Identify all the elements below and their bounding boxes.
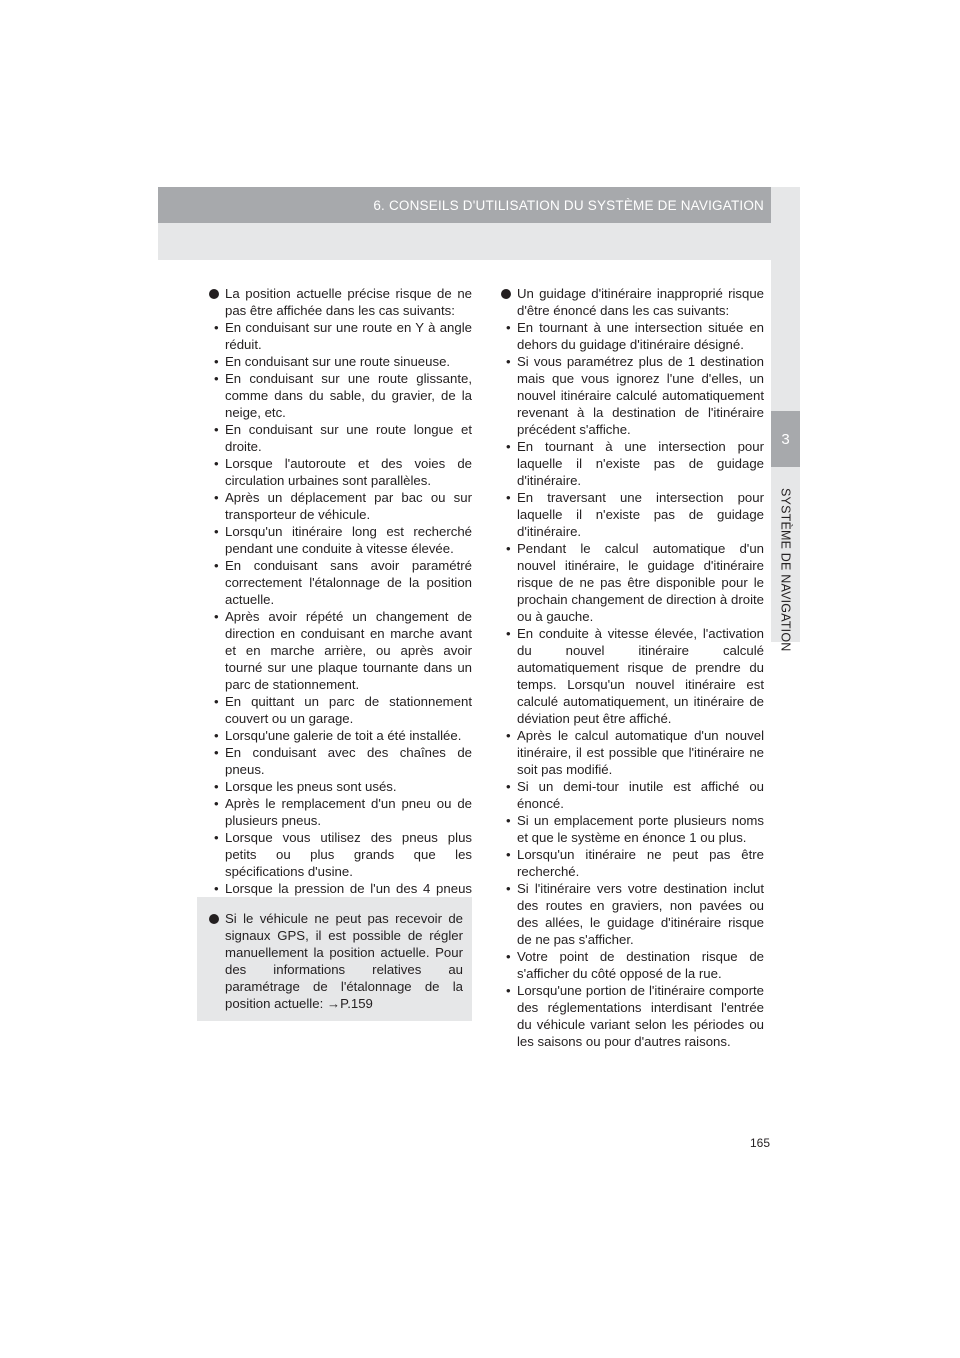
list-item: • En conduisant sur une route longue et droite. (206, 421, 472, 455)
list-item: • Lorsque vous utilisez des pneus plus petits ou plus grands que les spécifications d'usine. (206, 829, 472, 880)
list-item: • Après un déplacement par bac ou sur transporteur de véhicule. (206, 489, 472, 523)
header-band (158, 187, 800, 260)
right-column (498, 285, 764, 1050)
bullet-icon (501, 289, 511, 299)
list-item: • En conduisant avec des chaînes de pneus. (206, 744, 472, 778)
list-item: • Si un emplacement porte plusieurs noms et que le système en énonce 1 ou plus. (498, 812, 764, 846)
chapter-number: 3 (771, 411, 800, 467)
left-list (206, 319, 472, 914)
list-item: • Si vous paramétrez plus de 1 destination mais que vous ignorez l'une d'elles, un nouvel itinéraire calculé automatiquement revenant à la destination de l'itinéraire précédent s'affiche. (498, 353, 764, 438)
list-item: • En conduisant sans avoir paramétré correctement l'étalonnage de la position actuelle. (206, 557, 472, 608)
note-box (197, 897, 472, 1021)
list-item: • Lorsque les pneus sont usés. (206, 778, 472, 795)
list-item: • Après le calcul automatique d'un nouvel itinéraire, il est possible que l'itinéraire ne soit pas modifié. (498, 727, 764, 778)
list-item: • Lorsqu'un itinéraire ne peut pas être recherché. (498, 846, 764, 880)
note-text: Si le véhicule ne peut pas recevoir de signaux GPS, il est possible de régler manuellement la position actuelle. Pour des informations relatives au paramétrage de l'étalonnage de la position actuelle: (225, 911, 463, 1011)
right-heading (498, 285, 764, 319)
list-item: • Après le remplacement d'un pneu ou de plusieurs pneus. (206, 795, 472, 829)
list-item: • Pendant le calcul automatique d'un nouvel itinéraire, le guidage d'itinéraire risque de ne pas être disponible pour le prochain changement de direction à droite ou à gauche. (498, 540, 764, 625)
list-item: • En tournant à une intersection pour laquelle il n'existe pas de guidage d'itinéraire. (498, 438, 764, 489)
list-item: • Si l'itinéraire vers votre destination inclut des routes en graviers, non pavées ou des allées, le guidage d'itinéraire risque de ne pas s'afficher. (498, 880, 764, 948)
right-list (498, 319, 764, 1050)
list-item: • Lorsque la pression de l'un des 4 pneus (206, 880, 472, 914)
list-item: • Lorsqu'une portion de l'itinéraire comporte des réglementations interdisant l'entrée du véhicule variant selon les périodes ou les saisons ou pour d'autres raisons. (498, 982, 764, 1050)
chapter-title: 6. CONSEILS D'UTILISATION DU SYSTÈME DE NAVIGATION (373, 198, 764, 213)
left-heading (206, 285, 472, 319)
side-tab-label (771, 488, 800, 652)
left-heading-text: La position actuelle précise risque de ne pas être affichée dans les cas suivants: (225, 286, 472, 318)
list-item: • Lorsqu'un itinéraire long est recherché pendant une conduite à vitesse élevée. (206, 523, 472, 557)
list-item: • Si un demi-tour inutile est affiché ou énoncé. (498, 778, 764, 812)
list-item: • Lorsque l'autoroute et des voies de circulation urbaines sont parallèles. (206, 455, 472, 489)
list-item: • En quittant un parc de stationnement couvert ou un garage. (206, 693, 472, 727)
list-item: • En conduisant sur une route en Y à angle réduit. (206, 319, 472, 353)
bullet-icon (209, 289, 219, 299)
list-item: • Votre point de destination risque de s'afficher du côté opposé de la rue. (498, 948, 764, 982)
list-item: • Après avoir répété un changement de direction en conduisant en marche avant et en marche arrière, ou après avoir tourné sur une plaque tournante dans un parc de stationnement. (206, 608, 472, 693)
page-number: 165 (749, 1136, 770, 1150)
list-item: • En conduite à vitesse élevée, l'activation du nouvel itinéraire calculé automatiquement risque de prendre du temps. Lorsqu'un nouvel itinéraire est calculé automatiquement, un itinéraire de déviation peut être affiché. (498, 625, 764, 727)
right-heading-text: Un guidage d'itinéraire inapproprié risque d'être énoncé dans les cas suivants: (517, 286, 764, 318)
list-item: • En tournant à une intersection située en dehors du guidage d'itinéraire désigné. (498, 319, 764, 353)
header-bar (158, 187, 800, 223)
page-reference-link[interactable]: →P.159 (326, 996, 373, 1011)
list-item: • En traversant une intersection pour laquelle il n'existe pas de guidage d'itinéraire. (498, 489, 764, 540)
bullet-icon (209, 914, 219, 924)
left-column (206, 285, 472, 914)
note-content (206, 910, 463, 1012)
list-item: • En conduisant sur une route glissante, comme dans du sable, du gravier, de la neige, etc. (206, 370, 472, 421)
section-label: SYSTÈME DE NAVIGATION (778, 488, 793, 652)
list-item: • En conduisant sur une route sinueuse. (206, 353, 472, 370)
list-item: • Lorsqu'une galerie de toit a été installée. (206, 727, 472, 744)
